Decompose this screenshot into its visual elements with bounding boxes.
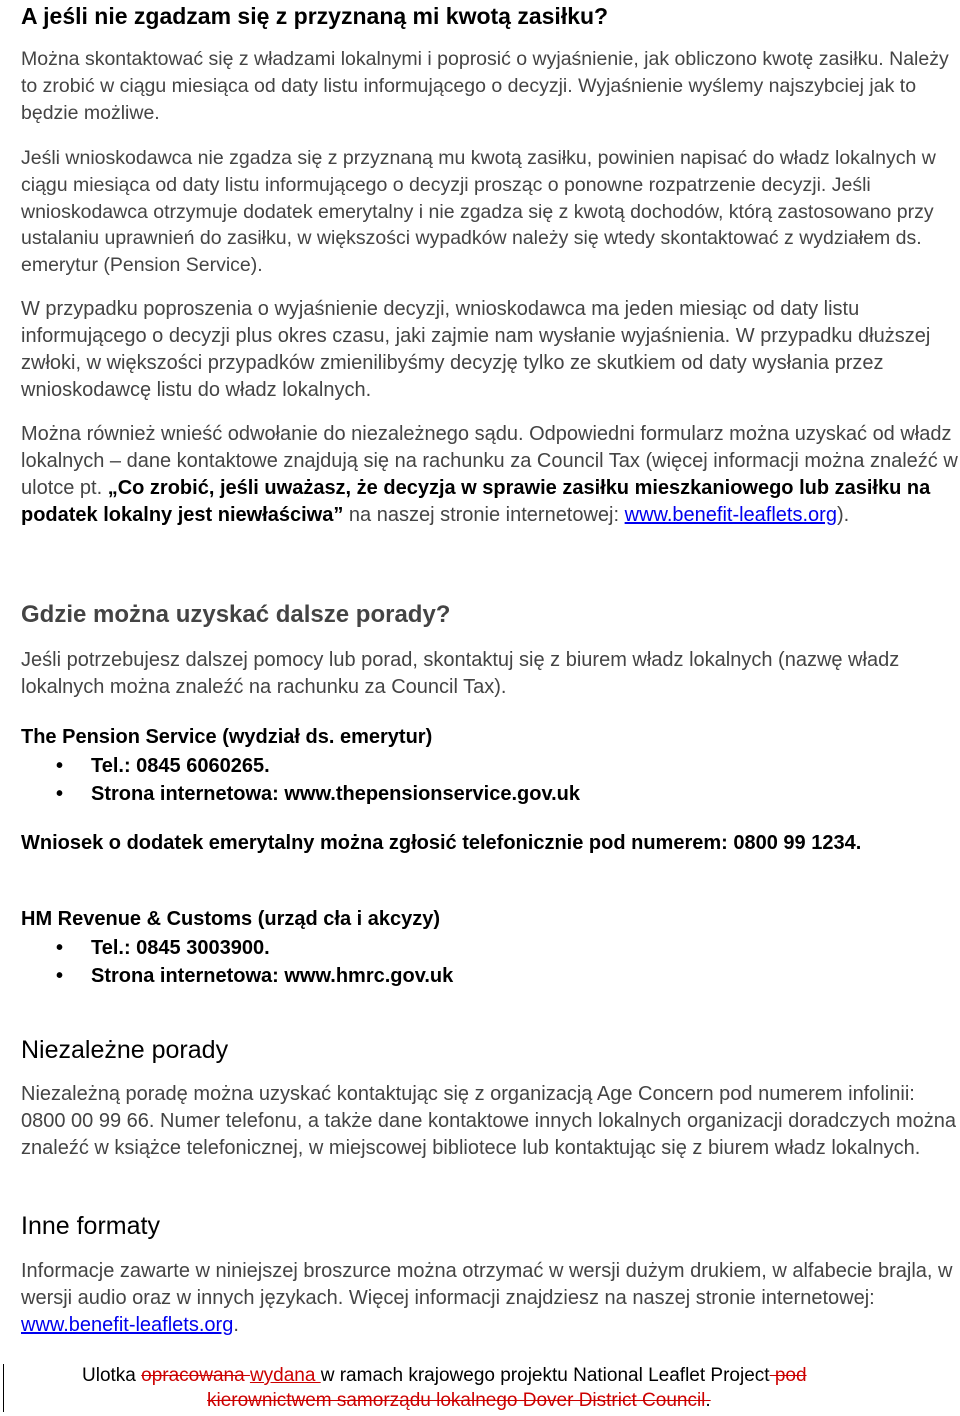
change-bar	[3, 1364, 4, 1412]
appeal-text-start: Można również wnieść odwołanie do niezależnego sądu. Odpowiedni formularz można uzyskać od władz lokalnych – dane kontaktowe znajdują się na rachunku za Council Tax (więcej informacji można znaleźć w ulotce pt.	[21, 423, 958, 499]
section-heading-independent-advice: Niezależne porady	[21, 1036, 229, 1064]
bullet-icon: •	[56, 937, 64, 959]
appeal-text-mid: na naszej stronie internetowej:	[343, 504, 625, 526]
hmrc-tel: Tel.: 0845 3003900.	[91, 937, 270, 959]
pension-web-item	[21, 780, 721, 808]
hmrc-web-item	[21, 962, 721, 990]
paragraph-explanation-time: W przypadku poproszenia o wyjaśnienie decyzji, wnioskodawca ma jeden miesiąc od daty listu informującego o decyzji plus okres czasu, jaki zajmie nam wysłanie wyjaśnienia. W przypadku dłuższej zwłoki, w większości przypadków zmienilibyśmy decyzję tylko ze skutkiem od daty wysłania przez wnioskodawcę listu do władz lokalnych.	[21, 298, 931, 401]
benefit-leaflets-link[interactable]: www.benefit-leaflets.org	[624, 504, 837, 526]
other-formats-end: .	[233, 1314, 239, 1336]
bullet-icon: •	[56, 965, 64, 987]
appeal-text-end: ).	[836, 504, 850, 526]
paragraph-reconsideration: Jeśli wnioskodawca nie zgadza się z przyznaną mu kwotą zasiłku, powinien napisać do władz lokalnych w ciągu miesiąca od daty listu informującego o decyzji prosząc o ponowne rozpatrzenie decyzji. Jeśli wnioskodawca otrzymuje dodatek emerytalny i nie zgadza się z kwotą dochodów, którą zastosowano przy ustalaniu uprawnień do zasiłku, w większości wypadków należy się wtedy skontaktować z wydziałem ds. emerytur (Pension Service).	[21, 147, 936, 277]
footer-line-2	[207, 1390, 711, 1412]
section-heading-disagree: A jeśli nie zgadzam się z przyznaną mi kwotą zasiłku?	[21, 3, 609, 29]
footer-note	[0, 1362, 960, 1416]
footer-middle: w ramach krajowego projektu National Leaflet Project	[320, 1365, 770, 1386]
other-formats-text: Informacje zawarte w niniejszej broszurce można otrzymać w wersji dużym drukiem, w alfabecie brajla, w wersji audio oraz w innych językach. Więcej informacji znajdziesz na naszej stronie internetowej:	[21, 1260, 953, 1309]
footer-prefix: Ulotka	[82, 1365, 142, 1386]
pension-tel-item	[21, 752, 721, 780]
bullet-icon: •	[56, 783, 64, 805]
footer-end: .	[705, 1390, 711, 1411]
inserted-text: wydana	[249, 1365, 321, 1386]
deleted-text-2: pod	[769, 1365, 807, 1386]
pension-service-title: The Pension Service (wydział ds. emerytur)	[21, 726, 433, 748]
pension-credit-claim: Wniosek o dodatek emerytalny można zgłosić telefonicznie pod numerem: 0800 99 1234.	[21, 832, 862, 854]
paragraph-contact-authorities: Można skontaktować się z władzami lokalnymi i poprosić o wyjaśnienie, jak obliczono kwotę zasiłku. Należy to zrobić w ciągu miesiąca od daty listu informującego o decyzji. Wyjaśnienie wyślemy najszybciej jak to będzie możliwe.	[21, 48, 949, 124]
pension-web: Strona internetowa: www.thepensionservice.gov.uk	[91, 783, 580, 805]
deleted-line: kierownictwem samorządu lokalnego Dover District Council	[207, 1390, 706, 1411]
hmrc-tel-item	[21, 934, 721, 962]
hmrc-web: Strona internetowa: www.hmrc.gov.uk	[91, 965, 454, 987]
paragraph-appeal	[21, 421, 960, 529]
deleted-text: opracowana	[141, 1365, 250, 1386]
section-heading-other-formats: Inne formaty	[21, 1212, 160, 1240]
paragraph-further-help: Jeśli potrzebujesz dalszej pomocy lub porad, skontaktuj się z biurem władz lokalnych (nazwę władz lokalnych można znaleźć na rachunku za Council Tax).	[21, 649, 900, 698]
section-heading-further-advice: Gdzie można uzyskać dalsze porady?	[21, 601, 451, 628]
pension-tel: Tel.: 0845 6060265.	[91, 755, 270, 777]
footer-line-1	[82, 1365, 807, 1387]
hmrc-title: HM Revenue & Customs (urząd cła i akcyzy)	[21, 908, 441, 930]
benefit-leaflets-link-2[interactable]: www.benefit-leaflets.org	[21, 1314, 234, 1336]
bullet-icon: •	[56, 755, 64, 777]
paragraph-age-concern: Niezależną poradę można uzyskać kontaktując się z organizacją Age Concern pod numerem infolinii: 0800 00 99 66. Numer telefonu, a także dane kontaktowe innych lokalnych organizacji doradczych można znaleźć w książce telefonicznej, w miejscowej bibliotece lub kontaktując się z biurem władz lokalnych.	[21, 1083, 957, 1159]
leaflet-title: „Co zrobić, jeśli uważasz, że decyzja w sprawie zasiłku mieszkaniowego lub zasiłku na podatek lokalny jest niewłaściwa”	[21, 477, 931, 526]
paragraph-other-formats	[21, 1258, 960, 1339]
